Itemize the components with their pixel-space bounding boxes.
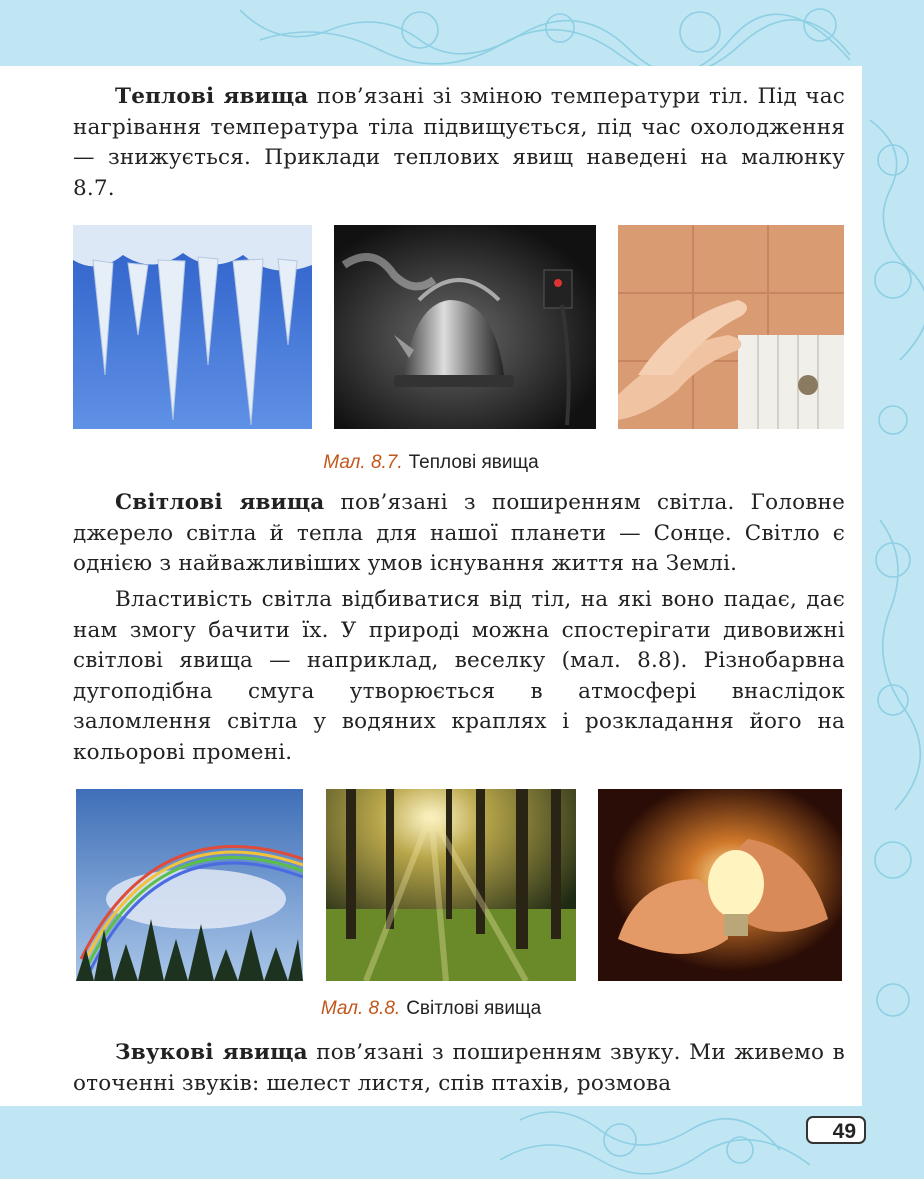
- paragraph-thermal-text: пов’язані зі зміною температури тіл. Під час нагрівання температура тіла підвищується, під час охолодження — знижується. Приклади теплових явищ наведені на малюнку 8.7.: [73, 84, 845, 201]
- paragraph-sound-text: пов’язані з поширенням звуку. Ми живемо в оточенні звуків: шелест листя, спів птахів, розмова: [73, 1040, 845, 1096]
- paragraph-light-text: пов’язані з поширенням світла. Головне джерело світла й тепла для нашої планети — Сонце. Світло є однією з найважливіших умов існування життя на Землі.: [73, 490, 845, 576]
- sunlit-forest-photo: [326, 789, 576, 981]
- term-sound: Звукові явища: [115, 1040, 308, 1065]
- term-light: Світлові явища: [115, 490, 325, 515]
- paragraph-light: [73, 488, 845, 580]
- paragraph-reflection: Властивість світла відбиватися від тіл, на які воно падає, дає нам змогу бачити їх. У природі можна спостерігати дивовижні світлові явища — наприклад, веселку (мал. 8.8). Різнобарвна дугоподібна смуга утворюється в атмосфері внаслідок заломлення світла у водяних краплях і розкладання його на кольорові промені.: [73, 587, 845, 765]
- paragraph-sound: [73, 1038, 845, 1099]
- paragraph-thermal: [73, 82, 845, 204]
- figure-title: Світлові явища: [406, 998, 542, 1019]
- figure-caption-8-8: [0, 998, 862, 1020]
- figure-label: Мал. 8.7.: [323, 452, 403, 473]
- figure-label: Мал. 8.8.: [320, 998, 401, 1019]
- figure-caption-8-7: [0, 452, 862, 474]
- icicles-photo: [73, 225, 312, 429]
- light-bulb-in-hands-photo: [598, 789, 842, 981]
- boiling-kettle-photo: [334, 225, 596, 429]
- figure-title: Теплові явища: [408, 452, 539, 473]
- page-number: 49: [806, 1116, 866, 1144]
- hands-radiator-photo: [618, 225, 844, 429]
- term-thermal: Теплові явища: [115, 84, 309, 109]
- rainbow-photo: [76, 789, 303, 981]
